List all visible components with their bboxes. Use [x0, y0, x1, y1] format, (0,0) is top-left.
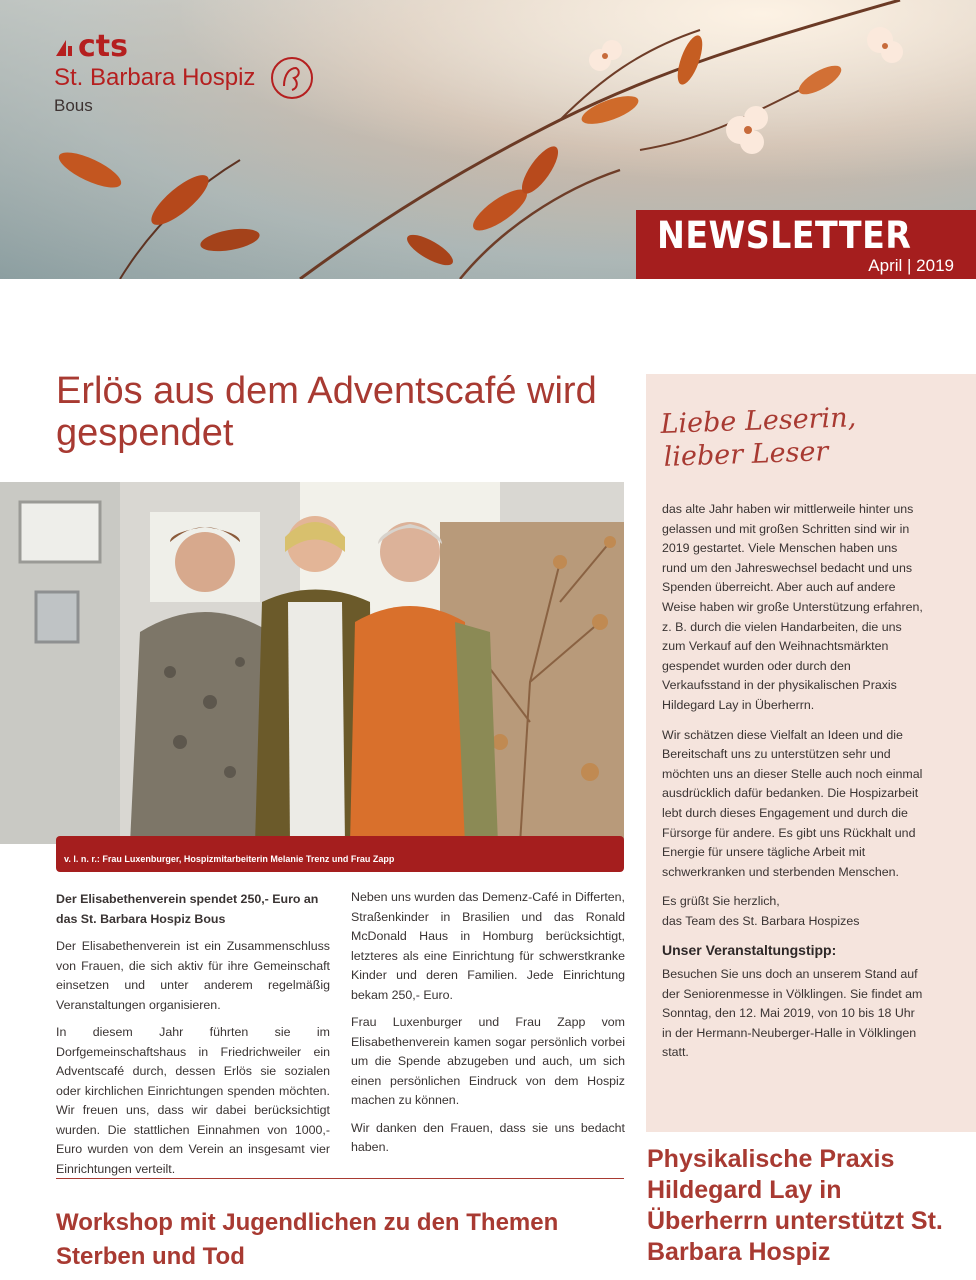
organization-location: Bous	[54, 96, 93, 115]
event-tip-text: Besuchen Sie uns doch an unserem Stand auf der Seniorenmesse in Völklingen. Sie findet am Sonntag, den 12. Mai 2019, von 10 bis 18 Uhr in der Hermann-Neuberger-Halle in Völklingen statt.	[662, 967, 923, 1060]
organization-name: St. Barbara Hospiz	[54, 64, 256, 91]
greeting	[660, 401, 858, 474]
greeting-line: lieber Leser	[663, 436, 829, 473]
cts-wordmark	[54, 29, 255, 64]
logo	[54, 29, 256, 116]
issue-date: April | 2019	[868, 256, 954, 275]
editorial-paragraph: das alte Jahr haben wir mittlerweile hinter uns gelassen und mit großen Schritten sind wir in 2019 gestartet. Viele Menschen haben uns rund um den Jahreswechsel bedacht und uns Spenden überreicht. Aber auch auf andere Weise haben wir große Unterstützung erfahren, z. B. durch die vielen Handarbeiten, die uns zum Verkauf auf den Weihnachtsmärkten gespendet wurden oder durch den Verkaufsstand in der physikalischen Praxis Hildegard Lay in Überherrn.	[662, 502, 923, 712]
article-photo	[0, 482, 624, 844]
editorial-closing	[662, 892, 924, 931]
article-column-2	[351, 888, 625, 1166]
article-paragraph: Neben uns wurden das Demenz-Café in Differten, Straßenkinder in Brasilien und das Ronald McDonald Haus in Homburg berücksichtigt, letzteres als eine Einrichtung für schwerstkranke Kinder und deren Familien. Jede Einrichtung bekam 250,- Euro.	[351, 890, 625, 1002]
article-column-1	[56, 890, 330, 1187]
header-banner	[0, 0, 976, 279]
article-lead: Der Elisabethenverein spendet 250,- Euro an das St. Barbara Hospiz Bous	[56, 892, 319, 926]
article-paragraph: Frau Luxenburger und Frau Zapp vom Elisabethenverein kamen sogar persönlich vorbei um die Spende abzugeben und auch, um sich einen persönlichen Eindruck von dem Hospiz machen zu können.	[351, 1015, 625, 1107]
photo-caption: v. l. n. r.: Frau Luxenburger, Hospizmitarbeiterin Melanie Trenz und Frau Zapp	[64, 854, 395, 864]
praxis-heading: Physikalische Praxis Hildegard Lay in Überherrn unterstützt St. Barbara Hospiz	[647, 1145, 943, 1266]
closing-line: Es grüßt Sie herzlich,	[662, 894, 780, 909]
article-paragraph: Der Elisabethenverein ist ein Zusammenschluss von Frauen, die sich aktiv für ihre Gemeinschaft einsetzen und unter anderem regelmäßig Veranstaltungen organisieren.	[56, 939, 330, 1012]
closing-line: das Team des St. Barbara Hospizes	[662, 913, 860, 928]
article-heading: Erlös aus dem Adventscafé wird gespendet	[56, 370, 597, 454]
cts-mark-icon	[54, 36, 76, 58]
hospiz-emblem-icon	[270, 56, 314, 100]
article-paragraph: Wir danken den Frauen, dass sie uns bedacht haben.	[351, 1120, 625, 1154]
event-tip-heading: Unser Veranstaltungstipp:	[662, 942, 837, 959]
greeting-line: Liebe Leserin,	[660, 402, 857, 440]
editorial-paragraph: Wir schätzen diese Vielfalt an Ideen und die Bereitschaft uns zu unterstützen sehr und möchten uns an dieser Stelle auch noch einmal ausdrücklich dafür bedanken. Die Hospizarbeit lebt durch dieses Engagement und durch die Fürsorge für andere. Es gibt uns Rückhalt und Energie für unsere tägliche Arbeit mit schwerkranken und sterbenden Menschen.	[662, 727, 923, 879]
workshop-heading: Workshop mit Jugendlichen zu den Themen Sterben und Tod	[56, 1209, 559, 1270]
brand-name: cts	[78, 29, 128, 64]
editorial-text	[662, 500, 924, 1073]
section-divider	[56, 1178, 624, 1179]
newsletter-title: NEWSLETTER	[657, 214, 912, 257]
article-paragraph: In diesem Jahr führten sie im Dorfgemeinschaftshaus in Friedrichweiler ein Adventscafé durch, dessen Erlös sie sozialen oder kirchlichen Einrichtungen spenden möchten. Wir freuen uns, dass wir dabei berücksichtigt wurden. Die stattlichen Einnahmen von 1000,- Euro wurden von dem Verein an insgesamt vier Einrichtungen verteilt.	[56, 1025, 330, 1176]
